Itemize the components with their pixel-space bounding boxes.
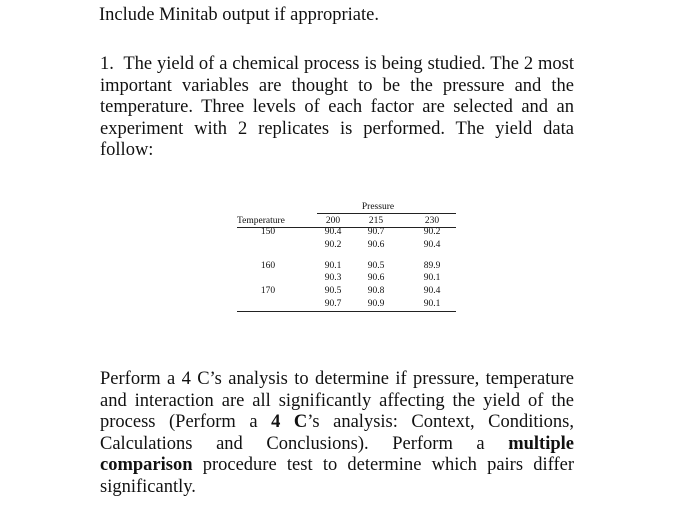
problem-statement <box>100 54 574 162</box>
pressure-level-230: 230 <box>424 216 440 226</box>
temperature-level-160: 160 <box>260 261 276 271</box>
yield-cell: 90.6 <box>367 240 385 250</box>
problem-text: The yield of a chemical process is being studied. The 2 most important variables are thought to be the pressure and the temperature. Three levels of each factor are selected and an experiment with 2 replicates is performed. The yield data follow: <box>100 54 574 161</box>
pressure-level-200: 200 <box>325 216 341 226</box>
instruction-text: Include Minitab output if appropriate. <box>99 5 379 25</box>
yield-cell: 90.2 <box>423 227 441 237</box>
pressure-level-215: 215 <box>368 216 384 226</box>
temperature-level-150: 150 <box>260 227 276 237</box>
task-statement <box>100 369 574 499</box>
yield-cell: 90.1 <box>423 299 441 309</box>
yield-data-table <box>237 201 456 313</box>
task-text-part-2: ’s analysis: Context, Conditions, Calculations and Conclusions). Perform a <box>100 412 574 454</box>
yield-cell: 90.4 <box>324 227 342 237</box>
table-bottom-rule <box>237 311 456 312</box>
task-text-part-3: procedure test to determine which pairs differ significantly. <box>100 455 574 497</box>
yield-cell: 90.1 <box>423 273 441 283</box>
yield-cell: 90.8 <box>367 286 385 296</box>
pressure-header-rule <box>317 213 456 214</box>
yield-cell: 90.7 <box>324 299 342 309</box>
temperature-header: Temperature <box>237 216 285 226</box>
yield-cell: 89.9 <box>423 261 441 271</box>
yield-cell: 90.3 <box>324 273 342 283</box>
task-bold-4c: 4 C <box>271 412 308 433</box>
task-bold-multiple-comparison: multiple comparison <box>100 433 574 476</box>
yield-cell: 90.5 <box>367 261 385 271</box>
yield-cell: 90.9 <box>367 299 385 309</box>
problem-number: 1. <box>100 54 114 74</box>
yield-cell: 90.2 <box>324 240 342 250</box>
yield-cell: 90.4 <box>423 286 441 296</box>
yield-cell: 90.5 <box>324 286 342 296</box>
task-text-part-1: Perform a 4 C’s analysis to determine if pressure, temperature and interaction are all significantly affecting the yield of the process (Perform a <box>100 369 574 433</box>
yield-cell: 90.7 <box>367 227 385 237</box>
yield-cell: 90.6 <box>367 273 385 283</box>
yield-cell: 90.4 <box>423 240 441 250</box>
temperature-level-170: 170 <box>260 286 276 296</box>
yield-cell: 90.1 <box>324 261 342 271</box>
pressure-header: Pressure <box>361 202 395 212</box>
